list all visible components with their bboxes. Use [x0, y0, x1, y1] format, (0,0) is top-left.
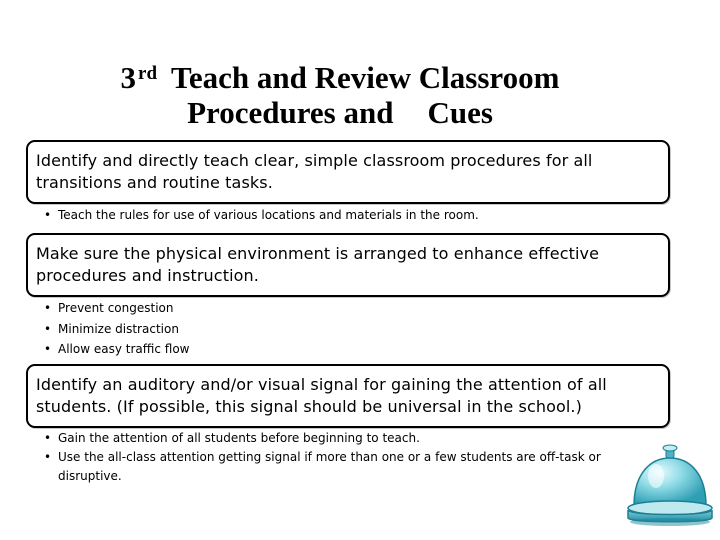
procedure-heading-box-2: [26, 233, 670, 297]
bullet-list-3: [44, 429, 644, 486]
title-ordinal-suffix: rd: [138, 63, 158, 84]
procedure-heading-text: Identify an auditory and/or visual signal for gaining the attention of all students. (If possible, this signal should be universal in the school.): [36, 375, 607, 416]
title-number: 3: [120, 60, 137, 95]
service-bell-icon: [622, 440, 718, 528]
bullet-item: • Allow easy traffic flow: [44, 339, 189, 360]
procedure-heading-box-3: [26, 364, 670, 428]
bullet-item: • Gain the attention of all students before beginning to teach.: [44, 429, 644, 448]
title-line1: Teach and Review Classroom: [171, 60, 560, 95]
bullet-item: • Minimize distraction: [44, 319, 189, 340]
procedure-heading-text: Make sure the physical environment is arranged to enhance effective procedures and instruction.: [36, 244, 600, 285]
title-line2-a: Procedures and: [187, 95, 394, 130]
bullet-list-1: [44, 205, 479, 226]
page-title: [60, 60, 620, 130]
bullet-item: • Teach the rules for use of various locations and materials in the room.: [44, 205, 479, 226]
bullet-item: • Use the all-class attention getting signal if more than one or a few students are off-task or disruptive.: [44, 448, 644, 486]
bullet-list-2: [44, 298, 189, 360]
bullet-item: • Prevent congestion: [44, 298, 189, 319]
title-line2-b: Cues: [427, 95, 493, 130]
procedure-heading-box-1: [26, 140, 670, 204]
procedure-heading-text: Identify and directly teach clear, simple classroom procedures for all transitions and routine tasks.: [36, 151, 593, 192]
